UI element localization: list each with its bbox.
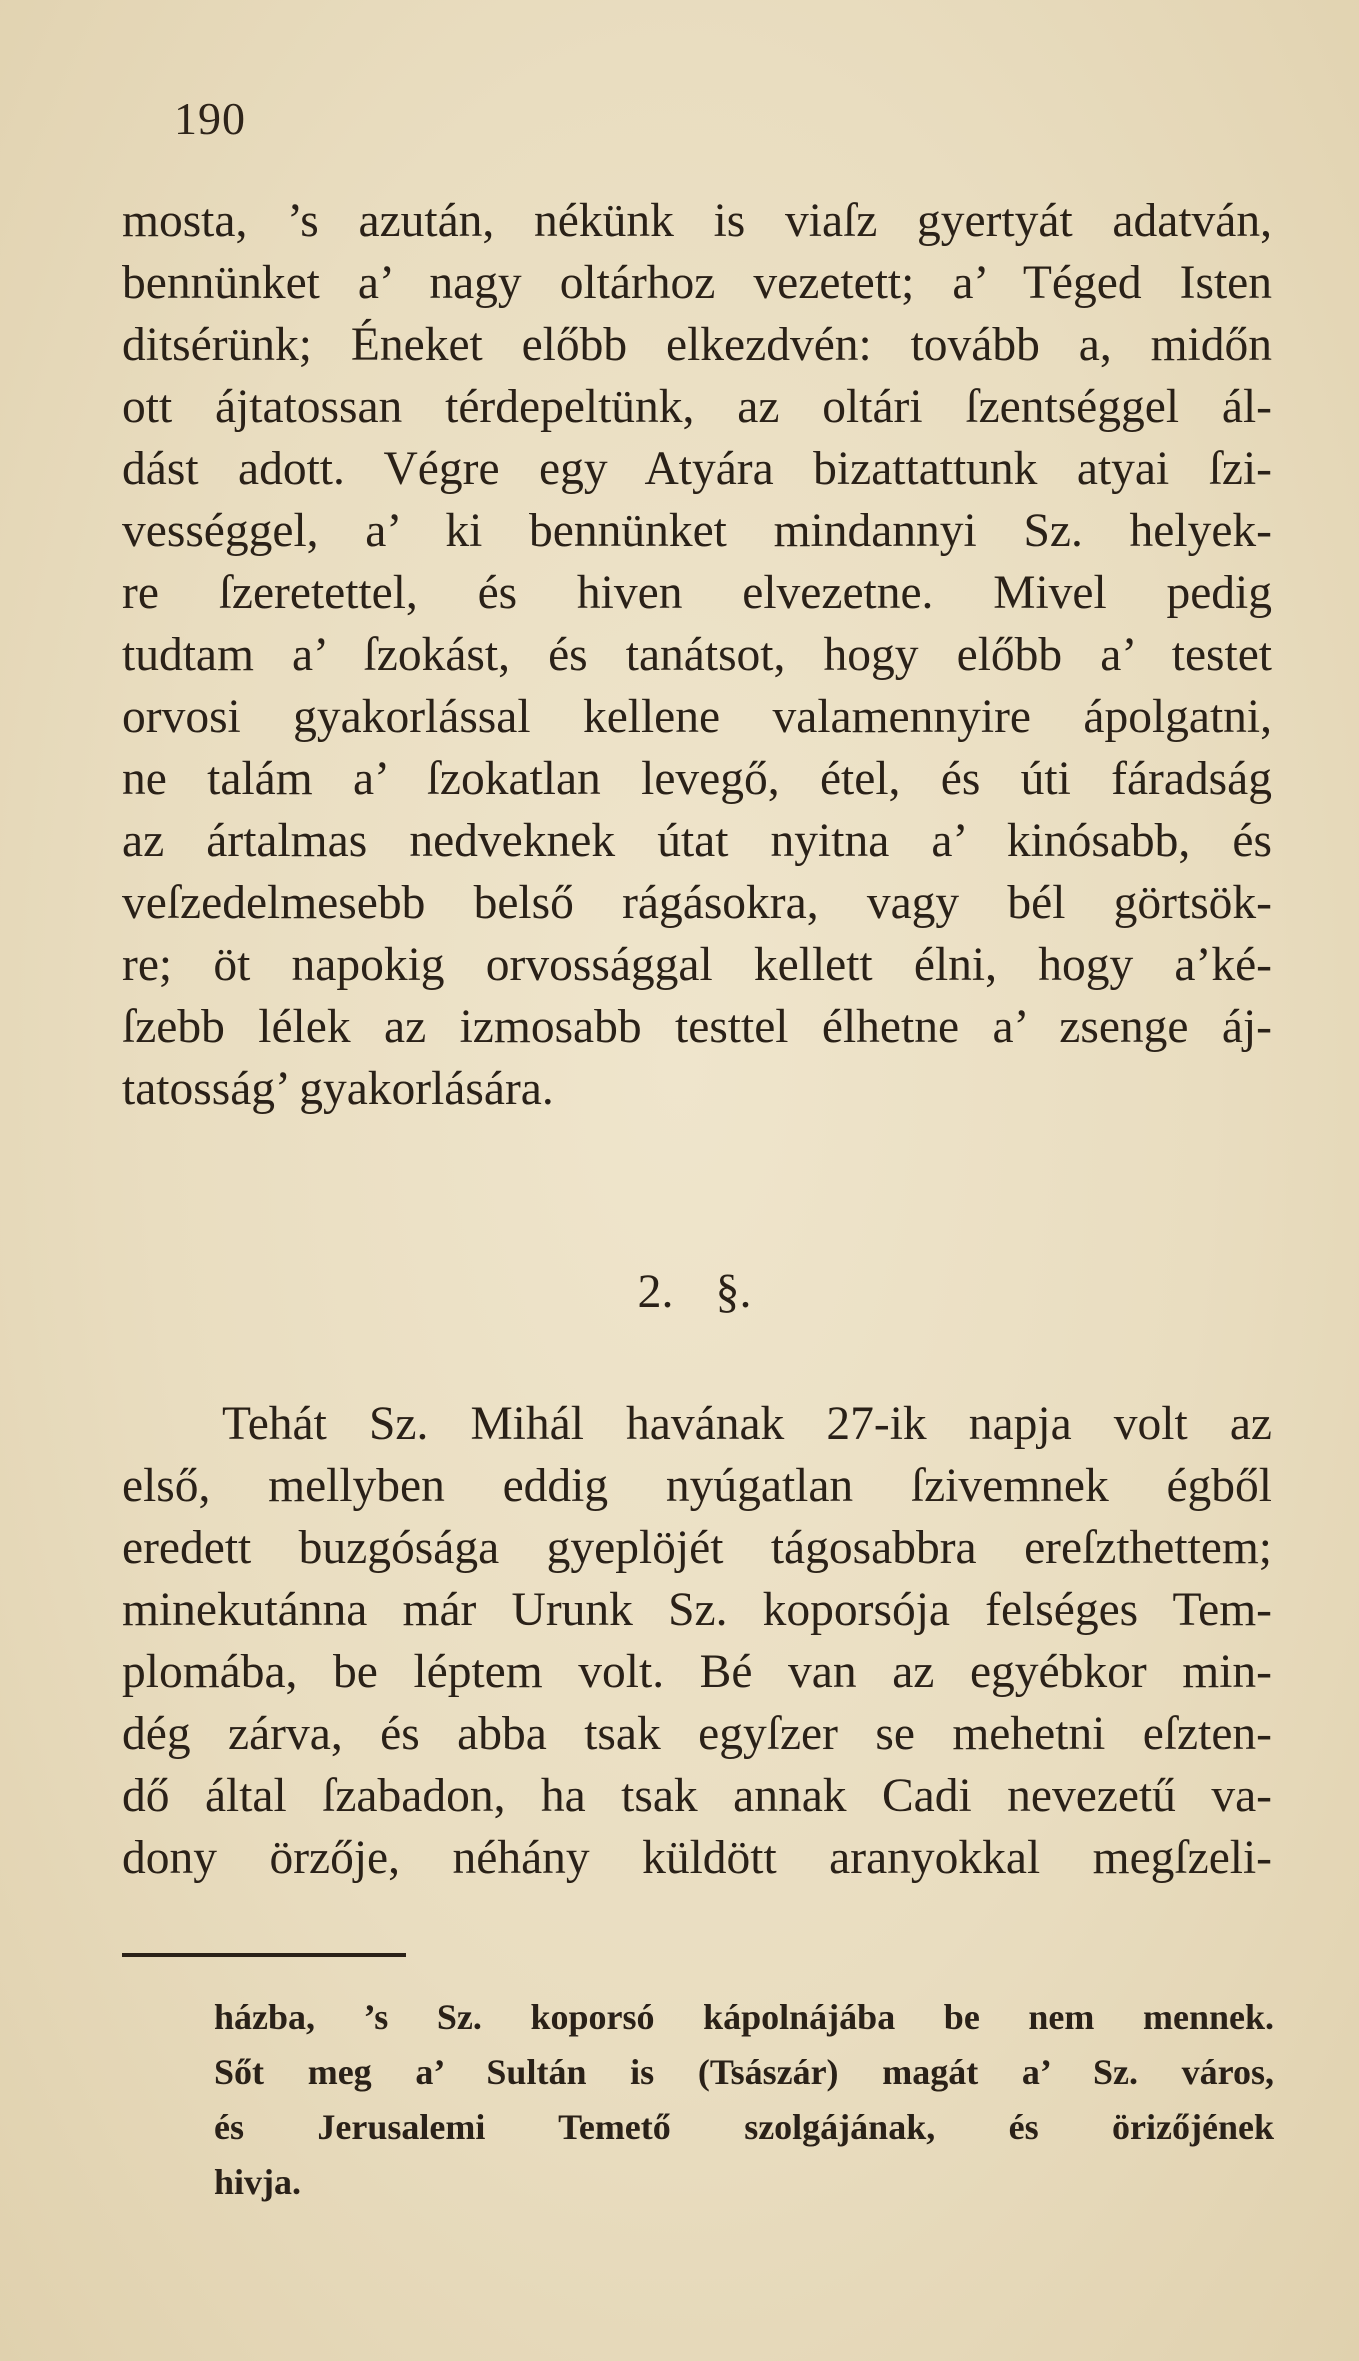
footnote-line: Sőt meg a’ Sultán is (Tsászár) magát a’ Sz. város, [214,2052,1274,2092]
paragraph-1-line: re ſzeretettel, és hiven elvezetne. Mivel pedig [122,567,1272,619]
section-symbol: §. [715,1265,752,1318]
paragraph-1-line: tatosság’ gyakorlására. [122,1063,554,1115]
paragraph-2-line: dég zárva, és abba tsak egyſzer se mehetni eſzten- [122,1708,1272,1760]
footnote-line: hivja. [214,2162,302,2202]
section-heading [0,1264,1359,1319]
paragraph-1-line: ott ájtatossan térdepeltünk, az oltári ſzentséggel ál- [122,381,1272,433]
paragraph-1-line: mosta, ’s azután, nékünk is viaſz gyertyát adatván, [122,195,1272,247]
paragraph-1-line: veſzedelmesebb belső rágásokra, vagy bél görtsök- [122,877,1272,929]
paragraph-1-line: tudtam a’ ſzokást, és tanátsot, hogy előbb a’ testet [122,629,1272,681]
paragraph-1-line: bennünket a’ nagy oltárhoz vezetett; a’ Téged Isten [122,257,1272,309]
paragraph-1-line: ne talám a’ ſzokatlan levegő, étel, és úti fáradság [122,753,1272,805]
paragraph-1-line: re; öt napokig orvossággal kellett élni, hogy a’ké- [122,939,1272,991]
paragraph-1-line: ditsérünk; Éneket előbb elkezdvén: tovább a, midőn [122,319,1272,371]
paragraph-2-line: dő által ſzabadon, ha tsak annak Cadi nevezetű va- [122,1770,1272,1822]
section-number: 2. [637,1265,674,1318]
paragraph-2-line: első, mellyben eddig nyúgatlan ſzivemnek égből [122,1460,1272,1512]
paragraph-2 [122,1393,1272,1889]
page-number: 190 [174,93,246,144]
footnote-line: és Jerusalemi Temető szolgájának, és örizőjének [214,2107,1274,2147]
paragraph-2-line: Tehát Sz. Mihál havának 27-ik napja volt az [222,1398,1272,1450]
footnote-divider [122,1953,406,1957]
paragraph-1 [122,190,1272,1120]
paragraph-2-line: eredett buzgósága gyeplöjét tágosabbra ereſzthettem; [122,1522,1272,1574]
paragraph-2-line: dony örzője, néhány küldött aranyokkal megſzeli- [122,1832,1272,1884]
footnote-line: házba, ’s Sz. koporsó kápolnájába be nem mennek. [214,1997,1274,2037]
paragraph-1-line: vességgel, a’ ki bennünket mindannyi Sz. helyek- [122,505,1272,557]
paragraph-2-line: plomába, be léptem volt. Bé van az egyébkor min- [122,1646,1272,1698]
footnote [214,1990,1274,2210]
paragraph-1-line: ſzebb lélek az izmosabb testtel élhetne a’ zsenge áj- [122,1001,1272,1053]
paragraph-1-line: dást adott. Végre egy Atyára bizattattunk atyai ſzi- [122,443,1272,495]
paragraph-1-line: az ártalmas nedveknek útat nyitna a’ kinósabb, és [122,815,1272,867]
paragraph-1-line: orvosi gyakorlással kellene valamennyire ápolgatni, [122,691,1272,743]
paragraph-2-line: minekutánna már Urunk Sz. koporsója felséges Tem- [122,1584,1272,1636]
